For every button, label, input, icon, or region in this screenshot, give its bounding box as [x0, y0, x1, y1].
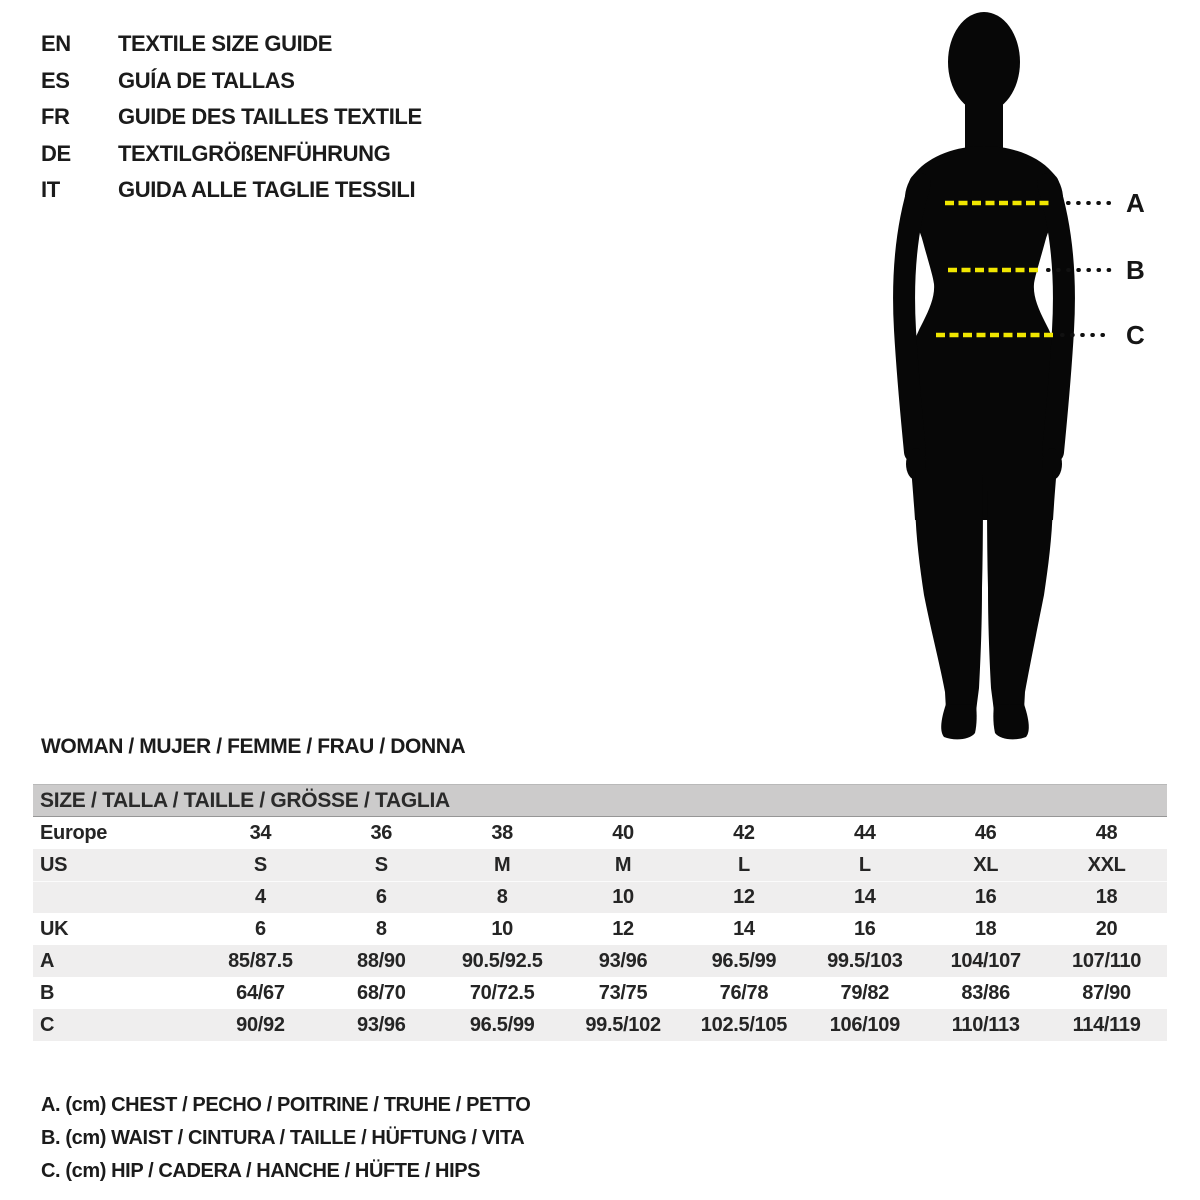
row-label: C — [40, 1013, 55, 1036]
table-cell: 44 — [853, 821, 876, 844]
woman-silhouette-figure — [860, 0, 1200, 760]
legend-chest: A. (cm) CHEST / PECHO / POITRINE / TRUHE / PETTO — [41, 1094, 531, 1116]
table-cell: 104/107 — [950, 949, 1021, 972]
table-row-us-letter — [33, 849, 1167, 881]
table-cell: 83/86 — [961, 981, 1010, 1004]
table-cell: 90.5/92.5 — [461, 949, 543, 972]
table-cell: 102.5/105 — [700, 1013, 788, 1036]
table-row-europe — [33, 817, 1167, 849]
table-cell: 8 — [496, 885, 508, 908]
table-cell: 99.5/103 — [827, 949, 903, 972]
row-label: Europe — [40, 821, 108, 844]
measure-label-b: B — [1126, 255, 1145, 285]
table-cell: 68/70 — [357, 981, 406, 1004]
table-cell: 12 — [733, 885, 755, 908]
table-cell: 114/119 — [1072, 1013, 1141, 1036]
table-cell: S — [374, 853, 388, 876]
language-row-it — [41, 172, 422, 209]
table-row-waist-b — [33, 977, 1167, 1009]
table-cell: 76/78 — [719, 981, 769, 1004]
guide-title-de: TEXTILGRÖßENFÜHRUNG — [118, 140, 391, 166]
table-cell: 6 — [255, 917, 266, 940]
table-cell: 16 — [974, 885, 997, 908]
table-cell: 4 — [255, 885, 266, 908]
table-cell: 93/96 — [598, 949, 648, 972]
guide-title-it: GUIDA ALLE TAGLIE TESSILI — [118, 177, 416, 203]
language-row-es — [41, 63, 422, 100]
guide-title-es: GUÍA DE TALLAS — [118, 67, 295, 93]
table-cell: 96.5/99 — [469, 1013, 535, 1036]
table-cell: 87/90 — [1082, 981, 1131, 1004]
table-cell: 88/90 — [357, 949, 406, 972]
table-cell: 106/109 — [829, 1013, 900, 1036]
table-cell: 18 — [1095, 885, 1118, 908]
language-title-list — [41, 26, 422, 209]
language-code: IT — [41, 177, 60, 203]
table-row-uk — [33, 913, 1167, 945]
size-table — [33, 784, 1167, 1041]
table-cell: 16 — [853, 917, 876, 940]
table-cell: 99.5/102 — [585, 1013, 661, 1036]
table-cell: 10 — [491, 917, 514, 940]
table-row-chest-a — [33, 945, 1167, 977]
table-cell: 93/96 — [357, 1013, 406, 1036]
guide-title-en: TEXTILE SIZE GUIDE — [118, 31, 333, 57]
table-cell: M — [494, 853, 511, 876]
language-row-en — [41, 26, 422, 63]
table-cell: 38 — [491, 821, 514, 844]
woman-silhouette-icon — [904, 12, 1064, 739]
row-label: US — [40, 853, 68, 876]
section-title-woman: WOMAN / MUJER / FEMME / FRAU / DONNA — [41, 735, 466, 758]
table-row-hip-c — [33, 1009, 1167, 1041]
language-code: DE — [41, 140, 71, 166]
table-cell: M — [614, 853, 632, 876]
table-cell: 70/72.5 — [469, 981, 535, 1004]
table-cell: 73/75 — [598, 981, 648, 1004]
language-row-de — [41, 136, 422, 173]
table-cell: L — [858, 853, 871, 876]
language-code: EN — [41, 31, 71, 57]
guide-title-fr: GUIDE DES TAILLES TEXTILE — [118, 104, 422, 130]
row-label: A — [40, 949, 55, 972]
table-cell: 14 — [853, 885, 876, 908]
table-cell: 40 — [612, 821, 634, 844]
table-cell: 34 — [249, 821, 272, 844]
table-cell: 90/92 — [236, 1013, 285, 1036]
table-cell: XL — [973, 853, 999, 876]
table-cell: 107/110 — [1072, 949, 1142, 972]
legend-hip: C. (cm) HIP / CADERA / HANCHE / HÜFTE / HIPS — [41, 1160, 481, 1182]
table-cell: 14 — [733, 917, 755, 940]
table-cell: XXL — [1087, 853, 1126, 876]
language-code: ES — [41, 67, 70, 93]
table-cell: 18 — [974, 917, 997, 940]
measure-label-c: C — [1126, 320, 1145, 350]
table-cell: 20 — [1095, 917, 1118, 940]
table-cell: 10 — [612, 885, 634, 908]
table-cell: 36 — [370, 821, 393, 844]
table-cell: 12 — [612, 917, 634, 940]
table-cell: 110/113 — [951, 1013, 1020, 1036]
table-cell: 79/82 — [840, 981, 890, 1004]
table-cell: 6 — [375, 885, 387, 908]
legend-waist: B. (cm) WAIST / CINTURA / TAILLE / HÜFTUNG / VITA — [41, 1127, 525, 1149]
row-label: UK — [40, 917, 69, 940]
table-cell: 42 — [733, 821, 755, 844]
language-row-fr — [41, 99, 422, 136]
table-row-us-numeric — [33, 881, 1167, 913]
size-table-header: SIZE / TALLA / TAILLE / GRÖSSE / TAGLIA — [33, 784, 1167, 817]
table-cell: 96.5/99 — [711, 949, 777, 972]
table-cell: 46 — [974, 821, 997, 844]
measure-label-a: A — [1126, 188, 1145, 218]
table-cell: 85/87.5 — [228, 949, 293, 972]
table-cell: 64/67 — [236, 981, 285, 1004]
measurement-legend — [41, 1089, 530, 1188]
row-label: B — [40, 981, 55, 1004]
table-cell: L — [737, 853, 750, 876]
table-cell: S — [253, 853, 267, 876]
table-cell: 48 — [1095, 821, 1118, 844]
language-code: FR — [41, 104, 70, 130]
table-cell: 8 — [375, 917, 387, 940]
